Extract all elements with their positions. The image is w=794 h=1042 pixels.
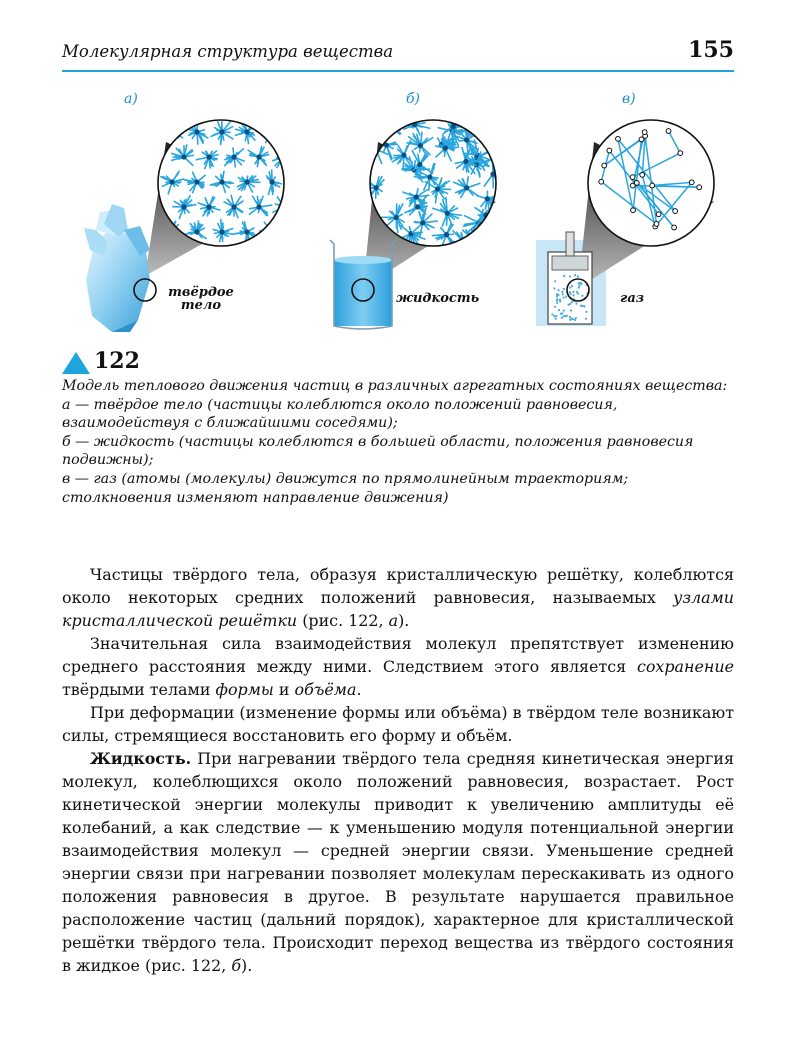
running-header bbox=[62, 36, 734, 72]
ice-crystal-icon bbox=[84, 204, 150, 332]
panel-letter-c: в) bbox=[622, 91, 636, 107]
figure-caption: Модель теплового движения частиц в различных агрегатных состояниях вещества: а — твёрдое тело (частицы колеблются около положений равновесия, взаимодействуя с ближайшими соседями); б — жидкость (частицы колеблются в большей области, положения равновесия подвижны); в — газ (атомы (молекулы) движутся по прямолинейным траекториям; столкновения изменяют направление движения) bbox=[62, 378, 728, 506]
panel-letter-b: б) bbox=[406, 91, 421, 107]
main-text bbox=[62, 563, 734, 977]
label-gas: газ bbox=[620, 291, 645, 306]
page-number: 155 bbox=[688, 37, 734, 63]
chapter-title: Молекулярная структура вещества bbox=[62, 42, 394, 61]
paragraph: При деформации (изменение формы или объёма) в твёрдом теле возникают силы, стремящиеся восстановить его форму и объём. bbox=[62, 703, 734, 745]
paragraph: Частицы твёрдого тела, образуя кристаллическую решётку, колеблются около некоторых средних положений равновесия, называемых узлами кристаллической решётки (рис. 122, а). bbox=[62, 565, 734, 630]
label-liquid: жидкость bbox=[396, 291, 480, 306]
paragraph: Значительная сила взаимодействия молекул препятствует изменению среднего расстояния между ними. Следствием этого является сохранение твёрдыми телами формы и объёма. bbox=[62, 634, 734, 699]
panel-letter-a: а) bbox=[124, 91, 138, 107]
triangle-marker-icon bbox=[62, 352, 90, 374]
figure-122 bbox=[0, 80, 794, 340]
label-solid: твёрдое тело bbox=[168, 285, 234, 313]
paragraph: Жидкость. При нагревании твёрдого тела средняя кинетическая энергия молекул, колеблющихся около положений равновесия, возрастает. Рост кинетической энергии молекулы приводит к увеличению амплитуды её колебаний, а как следствие — к уменьшению модуля потенциальной энергии взаимодействия молекул — средней энергии связи. Уменьшение средней энергии связи при нагревании позволяет молекулам перескакивать из одного положения равновесия в другое. В результате нарушается правильное расположение частиц (дальний порядок), характерное для кристаллической решётки твёрдого тела. Происходит переход вещества из твёрдого состояния в жидкое (рис. 122, б). bbox=[62, 749, 734, 975]
